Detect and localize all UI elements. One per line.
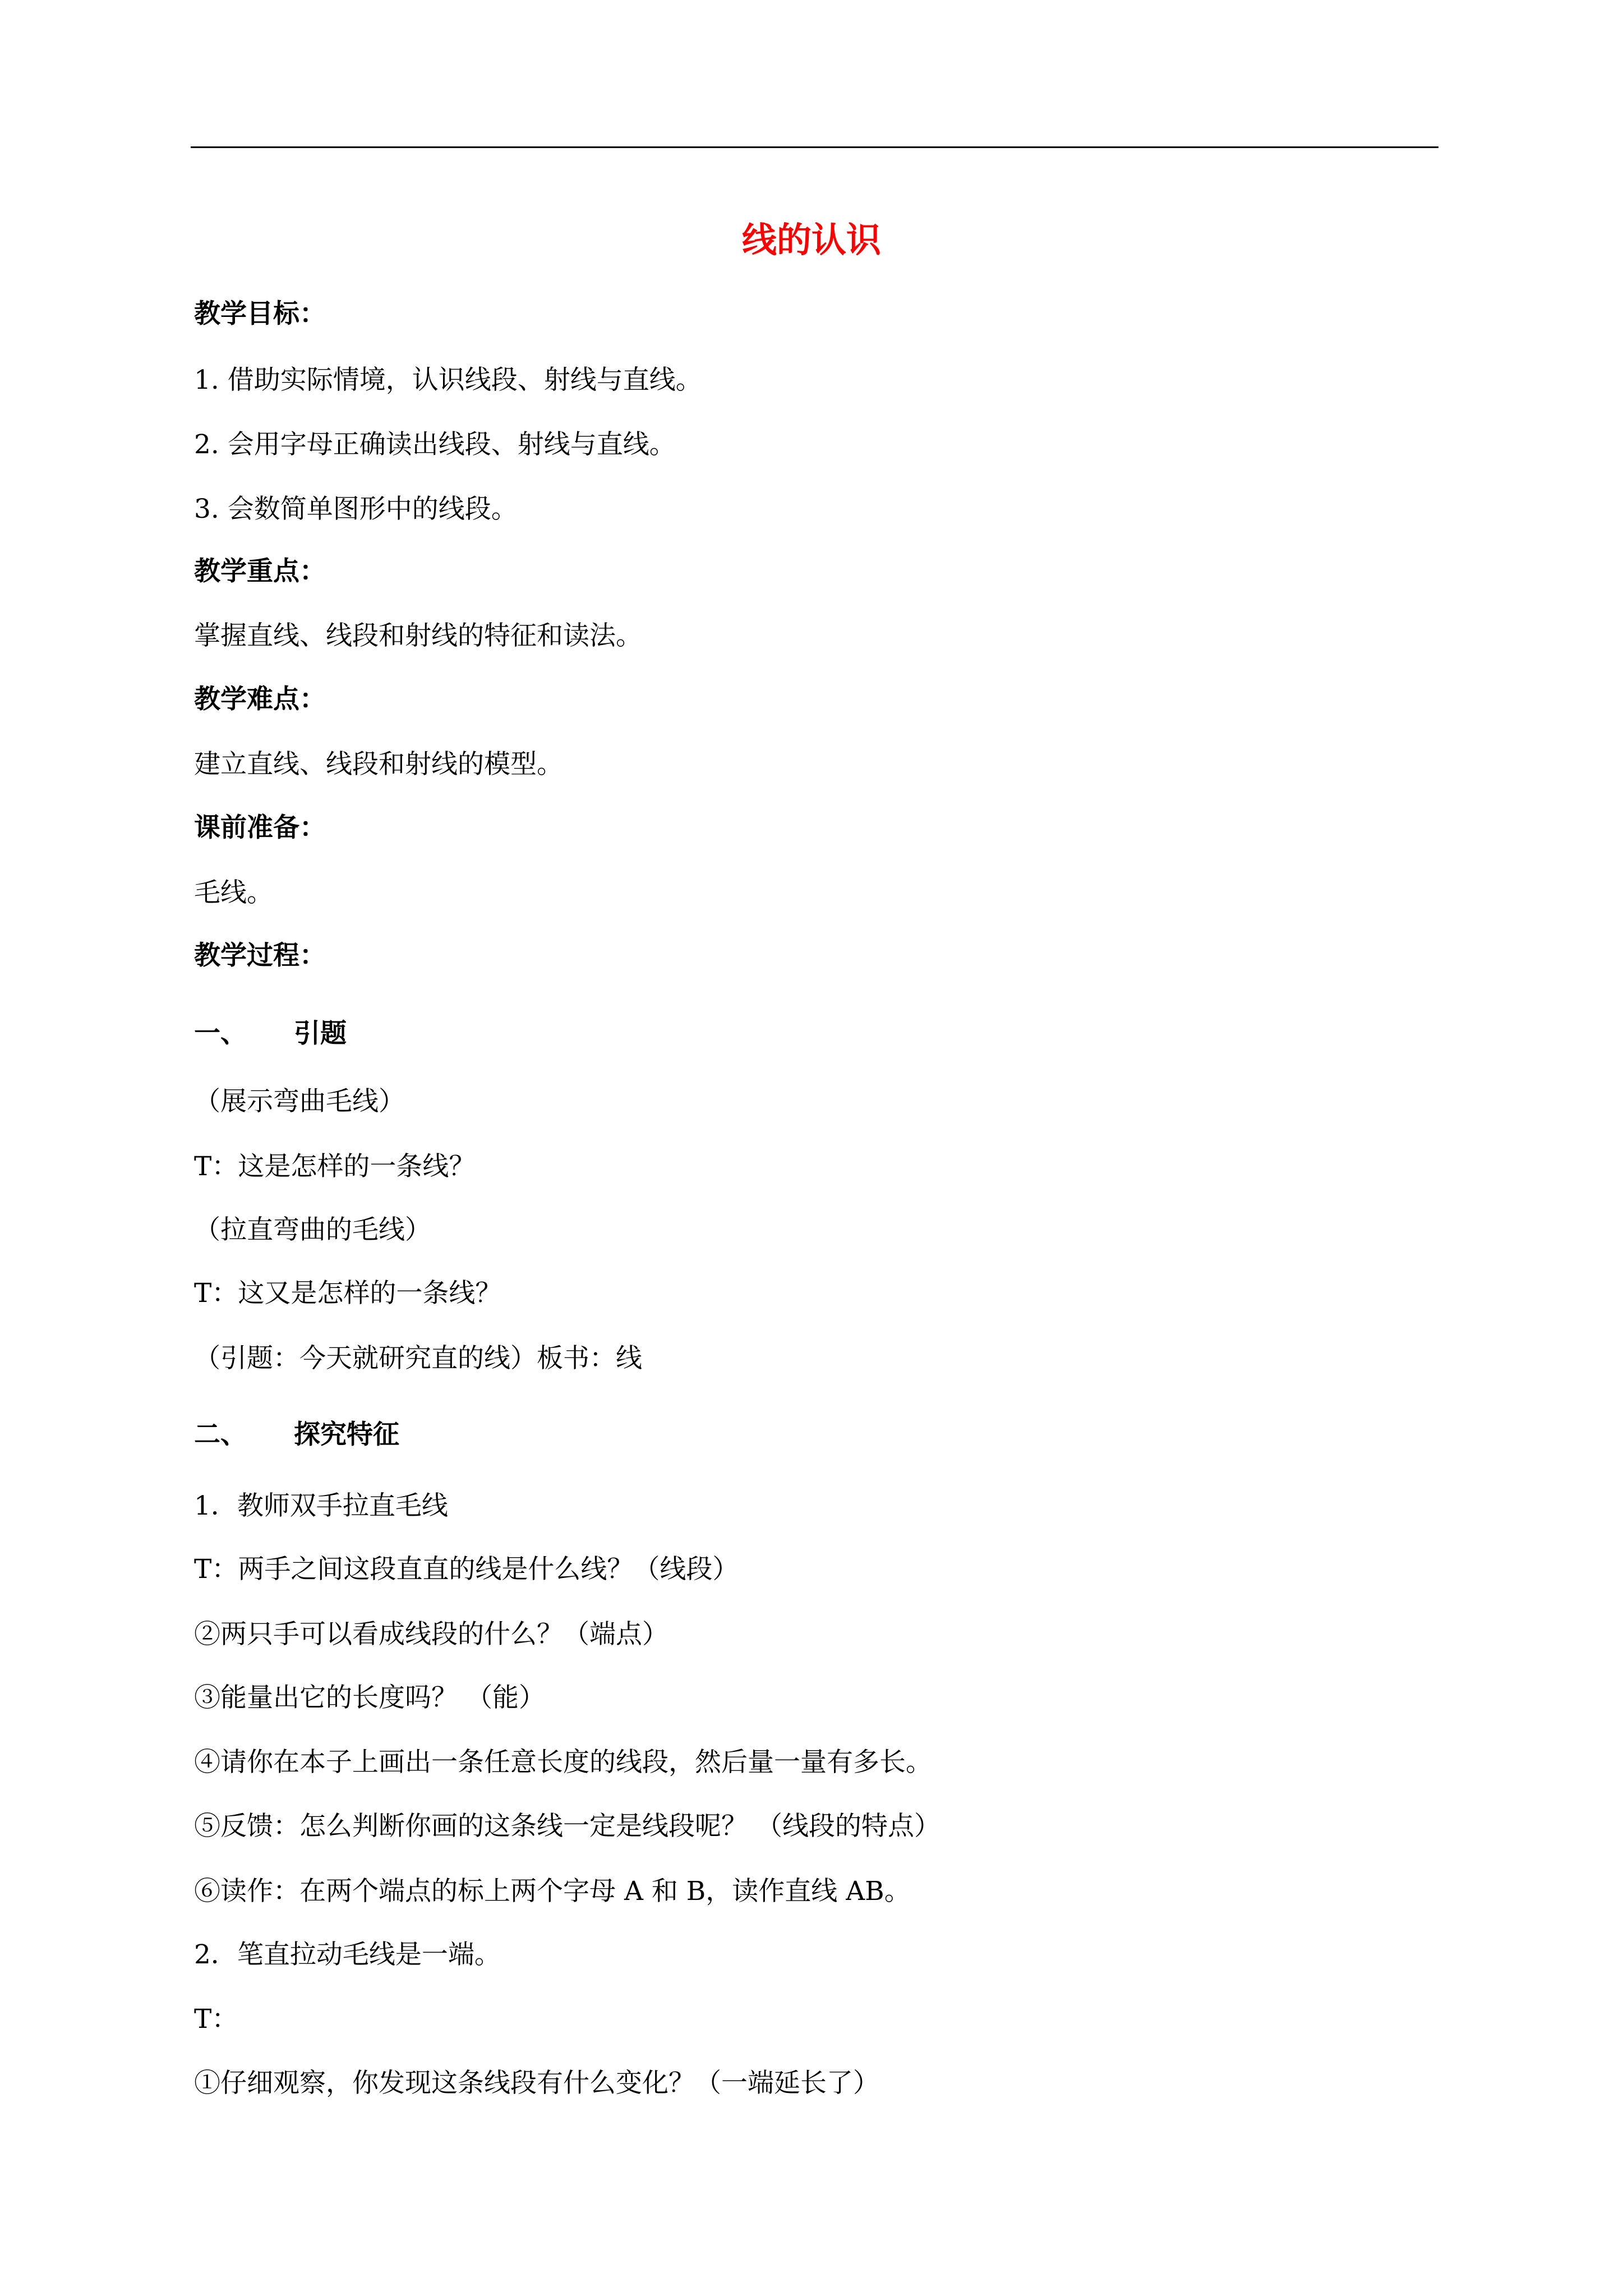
paragraph-line: T：两手之间这段直直的线是什么线？（线段） xyxy=(194,1554,739,1585)
prep-heading: 课前准备： xyxy=(194,812,326,843)
keypoint-heading: 教学重点： xyxy=(194,556,326,587)
difficulty-text: 建立直线、线段和射线的模型。 xyxy=(194,749,563,780)
paragraph-line: （展示弯曲毛线） xyxy=(194,1086,405,1117)
paragraph-line: T： xyxy=(194,2004,238,2035)
process-heading: 教学过程： xyxy=(194,940,326,971)
section-number: 一、 xyxy=(194,1018,247,1049)
paragraph-line: （拉直弯曲的毛线） xyxy=(194,1214,431,1245)
paragraph-line: （引题：今天就研究直的线）板书：线 xyxy=(194,1343,642,1374)
section-title: 探究特征 xyxy=(294,1419,399,1450)
paragraph-line: 1．教师双手拉直毛线 xyxy=(194,1490,448,1521)
goal-item: 1. 借助实际情境，认识线段、射线与直线。 xyxy=(194,365,702,395)
paragraph-line: ②两只手可以看成线段的什么？（端点） xyxy=(194,1619,668,1650)
paragraph-line: T：这又是怎样的一条线？ xyxy=(194,1278,502,1309)
paragraph-line: ③能量出它的长度吗？ （能） xyxy=(194,1682,545,1713)
paragraph-line: T：这是怎样的一条线？ xyxy=(194,1151,476,1182)
goals-heading: 教学目标： xyxy=(194,298,326,329)
section-number: 二、 xyxy=(194,1419,247,1450)
keypoint-text: 掌握直线、线段和射线的特征和读法。 xyxy=(194,620,642,651)
paragraph-line: ⑤反馈：怎么判断你画的这条线一定是线段呢？ （线段的特点） xyxy=(194,1811,940,1842)
section-heading xyxy=(194,1415,399,1455)
paragraph-line: 2．笔直拉动毛线是一端。 xyxy=(194,1939,501,1970)
header-rule xyxy=(191,146,1438,148)
paragraph-line: ④请你在本子上画出一条任意长度的线段，然后量一量有多长。 xyxy=(194,1747,932,1778)
document-title: 线的认识 xyxy=(741,219,881,260)
goal-item: 3. 会数简单图形中的线段。 xyxy=(194,494,518,524)
paragraph-line: ①仔细观察，你发现这条线段有什么变化？（一端延长了） xyxy=(194,2068,879,2099)
section-title: 引题 xyxy=(294,1018,347,1049)
section-heading xyxy=(194,1014,347,1053)
prep-text: 毛线。 xyxy=(194,877,273,908)
difficulty-heading: 教学难点： xyxy=(194,684,326,715)
goal-item: 2. 会用字母正确读出线段、射线与直线。 xyxy=(194,429,676,460)
paragraph-line: ⑥读作：在两个端点的标上两个字母 A 和 B，读作直线 AB。 xyxy=(194,1876,911,1907)
